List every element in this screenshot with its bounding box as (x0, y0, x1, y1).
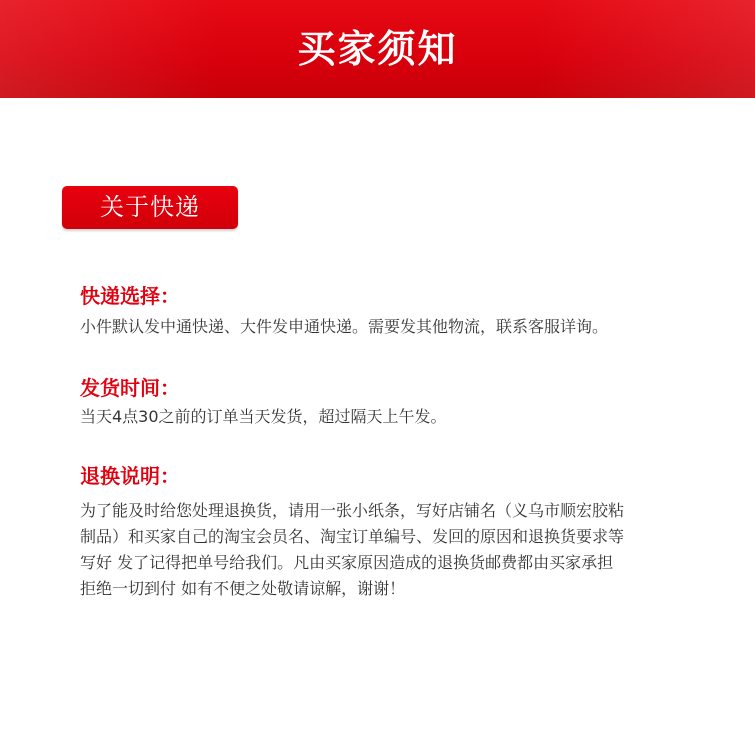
express-choice-heading: 快递选择： (80, 284, 180, 308)
returns-policy-line: 写好 发了记得把单号给我们。凡由买家原因造成的退换货邮费都由买家承担 (80, 553, 614, 572)
express-choice-text: 小件默认发中通快递、大件发申通快递。需要发其他物流，联系客服详询。 (80, 317, 609, 336)
page-title: 买家须知 (297, 27, 458, 71)
shipping-time-heading: 发货时间： (80, 376, 180, 400)
returns-policy-line: 制品）和买家自己的淘宝会员名、淘宝订单编号、发回的原因和退换货要求等 (80, 527, 625, 546)
returns-policy-block (80, 462, 720, 602)
section-tab-express: 关于快递 (62, 186, 238, 229)
returns-policy-heading: 退换说明： (80, 464, 180, 488)
shipping-time-block (80, 374, 720, 430)
shipping-time-text: 当天4点30之前的订单当天发货，超过隔天上午发。 (80, 407, 447, 426)
returns-policy-line: 拒绝一切到付 如有不便之处敬请谅解，谢谢！ (80, 579, 406, 598)
returns-policy-line: 为了能及时给您处理退换货，请用一张小纸条，写好店铺名（义乌市顺宏胶粘 (80, 501, 625, 520)
express-choice-block (80, 282, 720, 340)
